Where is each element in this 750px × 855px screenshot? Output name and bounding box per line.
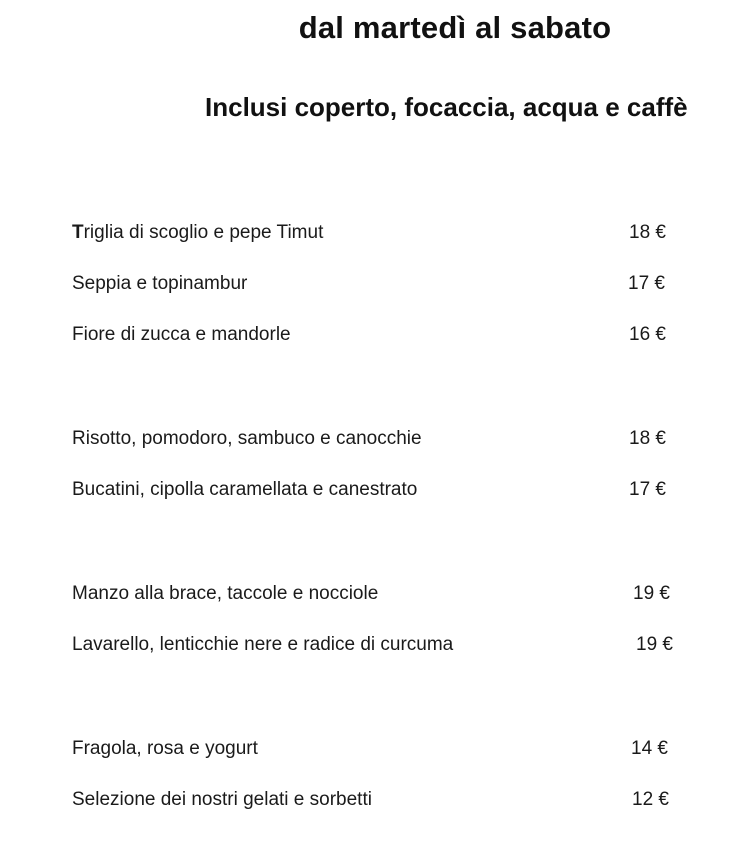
menu-item-initial: T <box>72 222 84 243</box>
menu-item-price: 16 € <box>629 324 666 345</box>
menu-item-name: Risotto, pomodoro, sambuco e canocchie <box>72 428 422 449</box>
menu-item <box>72 479 682 509</box>
menu-item <box>72 634 682 664</box>
menu-item-price: 18 € <box>629 222 666 243</box>
page-title: dal martedì al sabato <box>298 10 612 45</box>
menu-item <box>72 738 682 768</box>
menu-item-name: Manzo alla brace, taccole e nocciole <box>72 583 379 604</box>
menu-item-name: Lavarello, lenticchie nere e radice di curcuma <box>72 634 454 655</box>
menu-item <box>72 583 682 613</box>
menu-item-price: 19 € <box>636 634 673 655</box>
menu-item-price: 14 € <box>631 738 668 759</box>
menu-item-name <box>72 222 323 244</box>
menu-item <box>72 324 682 354</box>
menu-item-price: 17 € <box>628 273 665 294</box>
menu-item-name: Fiore di zucca e mandorle <box>72 324 291 345</box>
menu-item-price: 19 € <box>633 583 670 604</box>
page-subtitle: Inclusi coperto, focaccia, acqua e caffè <box>205 92 688 122</box>
menu-item-name: Bucatini, cipolla caramellata e canestrato <box>72 479 418 500</box>
menu-item-name: Seppia e topinambur <box>72 273 248 294</box>
menu-item-price: 12 € <box>632 789 669 810</box>
menu-item-name: Selezione dei nostri gelati e sorbetti <box>72 789 372 810</box>
menu-item <box>72 273 682 303</box>
menu-item <box>72 428 682 458</box>
menu-item-price: 18 € <box>629 428 666 449</box>
menu-item <box>72 789 682 819</box>
menu-item-name-rest: riglia di scoglio e pepe Timut <box>83 222 324 243</box>
menu-item-price: 17 € <box>629 479 666 500</box>
menu-item <box>72 222 682 252</box>
menu-item-name: Fragola, rosa e yogurt <box>72 738 258 759</box>
